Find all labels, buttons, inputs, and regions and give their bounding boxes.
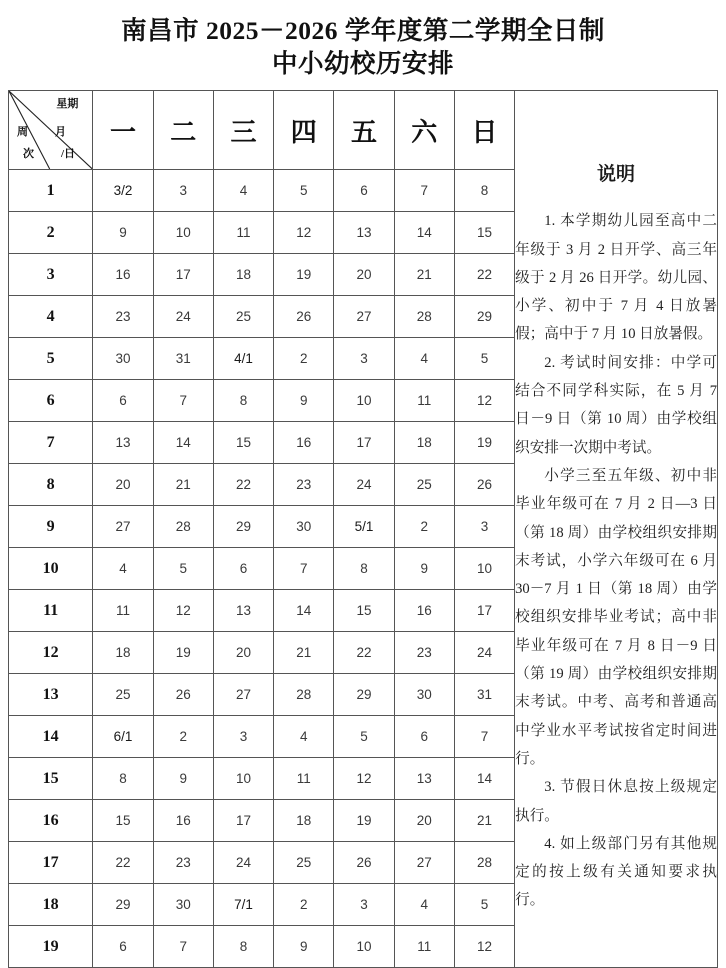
day-header-tuesday: 二 xyxy=(153,91,213,170)
notes-header-label: 说明 xyxy=(597,164,636,186)
date-cell: 24 xyxy=(454,632,514,674)
date-cell: 13 xyxy=(334,212,394,254)
corner-label-weekday: 星期 xyxy=(56,98,79,110)
table-header-row xyxy=(9,91,718,170)
date-cell: 19 xyxy=(153,632,213,674)
date-cell: 15 xyxy=(334,590,394,632)
page-title-line-2: 中小幼校历安排 xyxy=(271,49,454,78)
notes-column xyxy=(515,91,718,968)
date-cell: 14 xyxy=(274,590,334,632)
date-cell: 10 xyxy=(213,758,273,800)
date-cell: 14 xyxy=(454,758,514,800)
date-cell: 12 xyxy=(274,212,334,254)
date-cell: 19 xyxy=(274,254,334,296)
date-cell: 25 xyxy=(394,464,454,506)
date-cell: 26 xyxy=(334,842,394,884)
date-cell: 7 xyxy=(153,380,213,422)
notes-text-block xyxy=(515,207,717,914)
date-cell: 20 xyxy=(394,800,454,842)
date-cell: 5 xyxy=(274,170,334,212)
calendar-table-body xyxy=(9,91,718,968)
date-cell: 30 xyxy=(274,506,334,548)
date-cell: 3 xyxy=(454,506,514,548)
date-cell: 15 xyxy=(454,212,514,254)
date-cell: 28 xyxy=(153,506,213,548)
date-cell: 3 xyxy=(334,338,394,380)
date-cell: 30 xyxy=(153,884,213,926)
date-cell: 6 xyxy=(394,716,454,758)
date-cell: 18 xyxy=(213,254,273,296)
date-cell: 9 xyxy=(394,548,454,590)
date-cell: 8 xyxy=(334,548,394,590)
date-cell: 2 xyxy=(274,884,334,926)
date-cell: 27 xyxy=(93,506,153,548)
date-cell: 27 xyxy=(334,296,394,338)
date-cell: 24 xyxy=(213,842,273,884)
date-cell: 13 xyxy=(93,422,153,464)
week-number-cell: 9 xyxy=(9,506,93,548)
date-cell: 16 xyxy=(274,422,334,464)
date-cell: 28 xyxy=(394,296,454,338)
week-number-cell: 3 xyxy=(9,254,93,296)
date-cell: 31 xyxy=(153,338,213,380)
date-cell: 6/1 xyxy=(93,716,153,758)
date-cell: 9 xyxy=(153,758,213,800)
week-number-cell: 8 xyxy=(9,464,93,506)
date-cell: 18 xyxy=(394,422,454,464)
notes-paragraph: 1. 本学期幼儿园至高中二年级于 3 月 2 日开学、高三年级于 2 月 26 日开学。幼儿园、小学、初中于 7 月 4 日放暑假；高中于 7 月 10 日放暑假。 xyxy=(515,213,717,343)
date-cell: 11 xyxy=(394,926,454,968)
date-cell: 21 xyxy=(454,800,514,842)
date-cell: 29 xyxy=(93,884,153,926)
week-number-cell: 11 xyxy=(9,590,93,632)
date-cell: 30 xyxy=(93,338,153,380)
corner-label-month: 月 xyxy=(55,126,66,138)
week-number-cell: 18 xyxy=(9,884,93,926)
date-cell: 31 xyxy=(454,674,514,716)
date-cell: 2 xyxy=(153,716,213,758)
date-cell: 13 xyxy=(394,758,454,800)
date-cell: 27 xyxy=(213,674,273,716)
corner-label-date: /日 xyxy=(61,148,76,160)
date-cell: 12 xyxy=(454,926,514,968)
date-cell: 25 xyxy=(93,674,153,716)
date-cell: 22 xyxy=(93,842,153,884)
week-number-cell: 2 xyxy=(9,212,93,254)
date-cell: 5 xyxy=(153,548,213,590)
date-cell: 4 xyxy=(394,338,454,380)
date-cell: 28 xyxy=(274,674,334,716)
notes-paragraph: 3. 节假日休息按上级规定执行。 xyxy=(515,779,717,824)
corner-header-cell xyxy=(9,91,93,170)
date-cell: 25 xyxy=(274,842,334,884)
date-cell: 28 xyxy=(454,842,514,884)
date-cell: 30 xyxy=(394,674,454,716)
date-cell: 18 xyxy=(93,632,153,674)
date-cell: 21 xyxy=(274,632,334,674)
week-number-cell: 15 xyxy=(9,758,93,800)
date-cell: 23 xyxy=(274,464,334,506)
date-cell: 11 xyxy=(93,590,153,632)
date-cell: 15 xyxy=(93,800,153,842)
date-cell: 12 xyxy=(334,758,394,800)
date-cell: 7/1 xyxy=(213,884,273,926)
date-cell: 27 xyxy=(394,842,454,884)
date-cell: 7 xyxy=(153,926,213,968)
date-cell: 19 xyxy=(334,800,394,842)
date-cell: 22 xyxy=(213,464,273,506)
day-header-friday: 五 xyxy=(334,91,394,170)
date-cell: 20 xyxy=(213,632,273,674)
date-cell: 12 xyxy=(153,590,213,632)
date-cell: 17 xyxy=(334,422,394,464)
date-cell: 9 xyxy=(274,380,334,422)
date-cell: 24 xyxy=(153,296,213,338)
date-cell: 29 xyxy=(454,296,514,338)
week-number-cell: 13 xyxy=(9,674,93,716)
date-cell: 29 xyxy=(213,506,273,548)
date-cell: 8 xyxy=(454,170,514,212)
week-number-cell: 16 xyxy=(9,800,93,842)
date-cell: 11 xyxy=(213,212,273,254)
date-cell: 26 xyxy=(454,464,514,506)
date-cell: 18 xyxy=(274,800,334,842)
date-cell: 23 xyxy=(394,632,454,674)
date-cell: 6 xyxy=(334,170,394,212)
day-header-wednesday: 三 xyxy=(213,91,273,170)
date-cell: 10 xyxy=(334,926,394,968)
date-cell: 8 xyxy=(213,380,273,422)
date-cell: 20 xyxy=(93,464,153,506)
date-cell: 6 xyxy=(93,380,153,422)
date-cell: 8 xyxy=(93,758,153,800)
date-cell: 5 xyxy=(454,884,514,926)
notes-paragraph: 小学三至五年级、初中非毕业年级可在 7 月 2 日—3 日（第 18 周）由学校组织安排期末考试，小学六年级可在 6 月 30－7 月 1 日（第 18 周）由学校组织安排毕业考试；高中非毕业年级可在 7 月 8 日－9 日（第 19 周）由学校组织安排期末考试。中考、高考和普通高中学业水平考试按省定时间进行。 xyxy=(515,467,717,767)
date-cell: 5 xyxy=(334,716,394,758)
date-cell: 22 xyxy=(454,254,514,296)
date-cell: 29 xyxy=(334,674,394,716)
week-number-cell: 10 xyxy=(9,548,93,590)
week-number-cell: 12 xyxy=(9,632,93,674)
date-cell: 20 xyxy=(334,254,394,296)
date-cell: 6 xyxy=(93,926,153,968)
page-title-line-1: 南昌市 2025－2026 学年度第二学期全日制 xyxy=(121,16,605,45)
date-cell: 2 xyxy=(274,338,334,380)
date-cell: 16 xyxy=(93,254,153,296)
date-cell: 3/2 xyxy=(93,170,153,212)
week-number-cell: 7 xyxy=(9,422,93,464)
date-cell: 17 xyxy=(153,254,213,296)
day-header-saturday: 六 xyxy=(394,91,454,170)
date-cell: 9 xyxy=(274,926,334,968)
date-cell: 23 xyxy=(153,842,213,884)
date-cell: 21 xyxy=(153,464,213,506)
week-number-cell: 6 xyxy=(9,380,93,422)
day-header-sunday: 日 xyxy=(454,91,514,170)
week-number-cell: 5 xyxy=(9,338,93,380)
date-cell: 17 xyxy=(454,590,514,632)
corner-label-week-1: 周 xyxy=(17,126,28,138)
week-number-cell: 17 xyxy=(9,842,93,884)
date-cell: 4 xyxy=(274,716,334,758)
date-cell: 4 xyxy=(93,548,153,590)
date-cell: 9 xyxy=(93,212,153,254)
date-cell: 10 xyxy=(334,380,394,422)
date-cell: 16 xyxy=(394,590,454,632)
date-cell: 4 xyxy=(213,170,273,212)
date-cell: 4/1 xyxy=(213,338,273,380)
date-cell: 4 xyxy=(394,884,454,926)
date-cell: 7 xyxy=(394,170,454,212)
date-cell: 2 xyxy=(394,506,454,548)
date-cell: 23 xyxy=(93,296,153,338)
page-title xyxy=(0,0,726,80)
school-calendar-table xyxy=(8,90,718,968)
date-cell: 17 xyxy=(213,800,273,842)
date-cell: 22 xyxy=(334,632,394,674)
date-cell: 24 xyxy=(334,464,394,506)
day-header-monday: 一 xyxy=(93,91,153,170)
week-number-cell: 1 xyxy=(9,170,93,212)
date-cell: 13 xyxy=(213,590,273,632)
date-cell: 21 xyxy=(394,254,454,296)
date-cell: 5/1 xyxy=(334,506,394,548)
date-cell: 26 xyxy=(153,674,213,716)
date-cell: 16 xyxy=(153,800,213,842)
date-cell: 15 xyxy=(213,422,273,464)
calendar-table-wrapper xyxy=(8,90,718,968)
date-cell: 25 xyxy=(213,296,273,338)
week-number-cell: 4 xyxy=(9,296,93,338)
date-cell: 12 xyxy=(454,380,514,422)
date-cell: 14 xyxy=(394,212,454,254)
date-cell: 11 xyxy=(394,380,454,422)
date-cell: 10 xyxy=(153,212,213,254)
corner-label-week-2: 次 xyxy=(23,148,34,160)
date-cell: 3 xyxy=(213,716,273,758)
date-cell: 6 xyxy=(213,548,273,590)
day-header-thursday: 四 xyxy=(274,91,334,170)
date-cell: 26 xyxy=(274,296,334,338)
date-cell: 19 xyxy=(454,422,514,464)
date-cell: 3 xyxy=(153,170,213,212)
week-number-cell: 19 xyxy=(9,926,93,968)
notes-paragraph: 4. 如上级部门另有其他规定的按上级有关通知要求执行。 xyxy=(515,835,717,909)
date-cell: 11 xyxy=(274,758,334,800)
date-cell: 8 xyxy=(213,926,273,968)
date-cell: 7 xyxy=(454,716,514,758)
date-cell: 14 xyxy=(153,422,213,464)
week-number-cell: 14 xyxy=(9,716,93,758)
date-cell: 10 xyxy=(454,548,514,590)
date-cell: 5 xyxy=(454,338,514,380)
date-cell: 3 xyxy=(334,884,394,926)
notes-paragraph: 2. 考试时间安排：中学可结合不同学科实际，在 5 月 7 日－9 日（第 10 周）由学校组织安排一次期中考试。 xyxy=(515,354,717,456)
date-cell: 7 xyxy=(274,548,334,590)
